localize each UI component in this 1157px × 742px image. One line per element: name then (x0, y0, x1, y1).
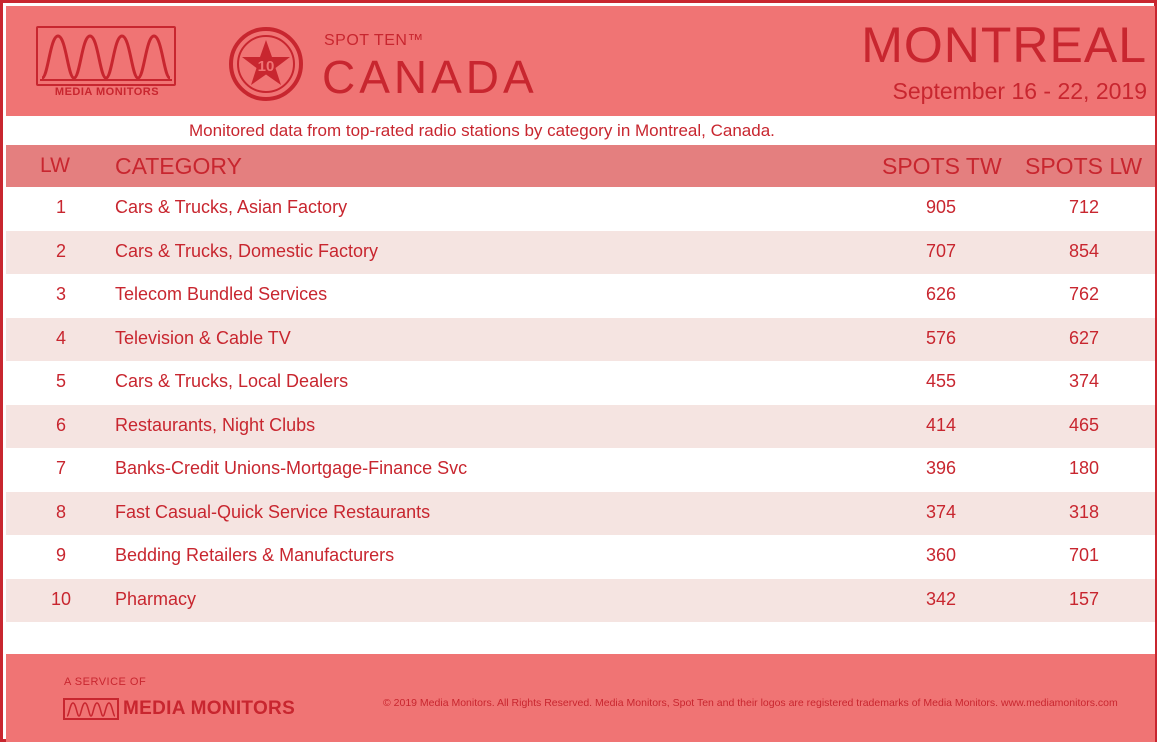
footer-logo-text: MEDIA MONITORS (123, 698, 296, 719)
table-spacer (6, 622, 1155, 654)
copyright-text: © 2019 Media Monitors. All Rights Reserved. Media Monitors, Spot Ten and their logos are registered trademarks of Media Monitors. www.mediamonitors.com (383, 697, 1118, 709)
rank-cell: 2 (55, 240, 66, 261)
table-row (6, 187, 1155, 231)
rank-cell: 6 (55, 414, 66, 435)
spots-tw-cell: 905 (925, 197, 957, 217)
date-range: September 16 - 22, 2019 (892, 78, 1147, 104)
table-row (6, 535, 1155, 579)
category-cell: Cars & Trucks, Local Dealers (115, 371, 349, 391)
rank-cell: 7 (55, 458, 66, 478)
report-footer (6, 654, 1155, 742)
subtitle-bar (6, 116, 1155, 145)
rank-cell: 1 (55, 197, 66, 217)
spots-lw-cell: 712 (1068, 197, 1100, 217)
table-row (6, 274, 1155, 318)
table-body (6, 187, 1155, 622)
spots-tw-cell: 707 (925, 240, 957, 261)
spots-lw-cell: 854 (1068, 240, 1100, 261)
wave-logo-icon (38, 28, 174, 84)
category-cell: Cars & Trucks, Domestic Factory (115, 240, 379, 261)
category-cell: Fast Casual-Quick Service Restaurants (115, 501, 431, 522)
category-cell: Pharmacy (115, 588, 197, 609)
report-header (6, 6, 1155, 116)
category-cell: Banks-Credit Unions-Mortgage-Finance Svc (115, 458, 468, 478)
category-cell: Bedding Retailers & Manufacturers (115, 545, 395, 565)
spots-tw-cell: 374 (925, 501, 957, 522)
spots-lw-cell: 374 (1068, 371, 1100, 391)
subtitle-text: Monitored data from top-rated radio stations by category in Montreal, Canada. (189, 121, 775, 140)
category-cell: Television & Cable TV (115, 327, 291, 348)
spots-tw-cell: 576 (925, 327, 957, 348)
rank-cell: 8 (55, 501, 66, 522)
spots-lw-cell: 318 (1068, 501, 1100, 522)
header-spots-lw: SPOTS LW (1025, 153, 1143, 179)
table-row (6, 448, 1155, 492)
spots-lw-cell: 701 (1068, 545, 1100, 565)
spots-lw-cell: 180 (1068, 458, 1100, 478)
header-category: CATEGORY (115, 153, 242, 179)
spots-lw-cell: 627 (1068, 327, 1100, 348)
spot-ten-label: SPOT TEN™ (324, 32, 424, 49)
service-of-label: A SERVICE OF (64, 676, 147, 688)
table-row (6, 361, 1155, 405)
spots-tw-cell: 396 (925, 458, 957, 478)
rank-cell: 3 (55, 284, 66, 304)
header-lw: LW (40, 154, 70, 177)
rank-cell: 5 (55, 371, 66, 391)
spots-tw-cell: 342 (925, 588, 957, 609)
table-row (6, 318, 1155, 362)
header-spots-tw: SPOTS TW (882, 153, 1002, 179)
category-cell: Telecom Bundled Services (115, 284, 328, 304)
category-cell: Restaurants, Night Clubs (115, 414, 316, 435)
spot-ten-star-icon (228, 26, 304, 102)
spots-tw-cell: 360 (925, 545, 957, 565)
table-row (6, 405, 1155, 449)
table-header (6, 145, 1155, 187)
category-cell: Cars & Trucks, Asian Factory (115, 197, 348, 217)
spots-lw-cell: 762 (1068, 284, 1100, 304)
table-row (6, 579, 1155, 623)
spots-tw-cell: 455 (925, 371, 957, 391)
logo-text: MEDIA MONITORS (54, 86, 160, 98)
city-title: MONTREAL (861, 17, 1147, 73)
country-title: CANADA (322, 51, 538, 103)
badge-number: 10 (257, 58, 275, 75)
rank-cell: 9 (55, 545, 66, 565)
rank-cell: 4 (55, 327, 66, 348)
table-row (6, 231, 1155, 275)
spots-lw-cell: 157 (1068, 588, 1100, 609)
spots-tw-cell: 414 (925, 414, 957, 435)
rank-cell: 10 (50, 588, 72, 609)
footer-wave-logo-icon (65, 700, 117, 718)
spots-lw-cell: 465 (1068, 414, 1100, 435)
spots-tw-cell: 626 (925, 284, 957, 304)
table-row (6, 492, 1155, 536)
